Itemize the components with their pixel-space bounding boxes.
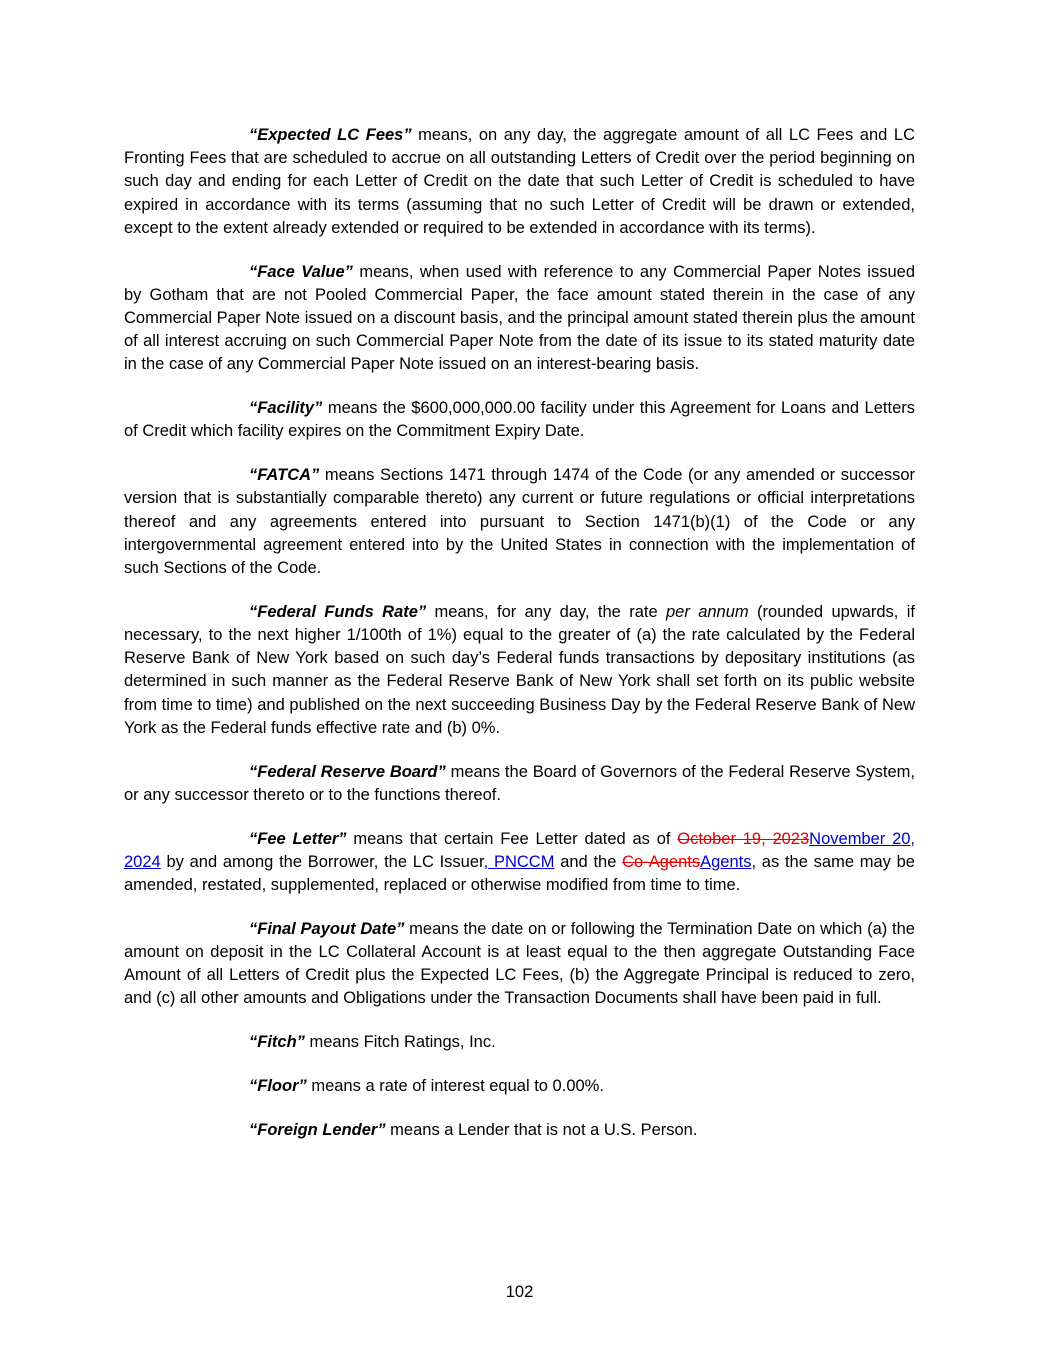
definition-text: and the (554, 852, 623, 871)
defined-term: “Facility” (249, 399, 323, 418)
defined-term: “Fitch” (249, 1033, 305, 1052)
definition-floor (124, 1075, 915, 1098)
defined-term: “Fee Letter” (249, 829, 347, 848)
definition-fatca (124, 464, 915, 580)
definition-text: means the Board of Governors of the Federal Reserve System, or any successor thereto or to the functions thereof. (124, 762, 915, 804)
definition-text: by and among the Borrower, the LC Issuer (160, 852, 484, 871)
page-number: 102 (505, 1283, 534, 1301)
defined-term: “Federal Reserve Board” (249, 762, 446, 781)
definition-text: means Sections 1471 through 1474 of the Code (or any amended or successor version that is substantially comparable thereto) any current or future regulations or official interpretations thereof and any agreements entered into pursuant to Section 1471(b)(1) of the Code or any intergovernmental agreement entered into by the United States in connection with the implementation of such Sections of the Code. (124, 466, 915, 578)
defined-term: “Final Payout Date” (249, 919, 405, 938)
defined-term: “Face Value” (249, 262, 353, 281)
definition-text: means the date on or following the Termination Date on which (a) the amount on deposit in the LC Collateral Account is at least equal to the then aggregate Outstanding Face Amount of all Letters of Credit plus the Expected LC Fees, (b) the Aggregate Principal is reduced to zero, and (c) all other amounts and Obligations under the Transaction Documents shall have been paid in full. (124, 919, 915, 1008)
definition-text: means the $600,000,000.00 facility under this Agreement for Loans and Letters of Credit which facility expires on the Commitment Expiry Date. (124, 399, 915, 441)
definition-fitch (124, 1031, 915, 1054)
defined-term: “Foreign Lender” (249, 1120, 386, 1139)
definition-facility (124, 397, 915, 443)
defined-term: “Federal Funds Rate” (249, 602, 427, 621)
definition-foreign-lender (124, 1119, 915, 1142)
inserted-agents[interactable]: Agents (700, 852, 752, 871)
definition-text: means, on any day, the aggregate amount of all LC Fees and LC Fronting Fees that are scheduled to accrue on all outstanding Letters of Credit over the period beginning on such day and ending for each Letter of Credit on the date that such Letter of Credit is scheduled to have expired in accordance with its terms (assuming that no such Letter of Credit will be drawn or extended, except to the extent already extended or required to be extended in accordance with its terms). (124, 126, 915, 237)
defined-term: “Expected LC Fees” (249, 126, 412, 144)
deleted-co-agents: Co-Agents (622, 852, 701, 871)
inserted-pnccm[interactable]: , PNCCM (483, 852, 555, 871)
definition-final-payout-date (124, 918, 915, 1011)
definition-federal-funds-rate (124, 601, 915, 740)
italic-phrase: per annum (666, 602, 749, 621)
definition-expected-lc-fees (124, 124, 915, 240)
definition-text: means, for any day, the rate (426, 602, 666, 621)
definition-federal-reserve-board (124, 761, 915, 807)
definition-text: (rounded upwards, if necessary, to the next higher 1/100th of 1%) equal to the greater of (a) the rate calculated by the Federal Reserve Bank of New York based on such day’s Federal funds transactions by depositary institutions (as determined in such manner as the Federal Reserve Bank of New York shall set forth on its public website from time to time) and published on the next succeeding Business Day by the Federal Reserve Bank of New York as the Federal funds effective rate and (b) 0%. (124, 602, 915, 737)
inserted-date[interactable]: November 20, 2024 (124, 829, 916, 871)
definition-face-value (124, 261, 915, 377)
definition-text: , as the same may be amended, restated, supplemented, replaced or otherwise modified from time to time. (124, 852, 915, 895)
deleted-date: October 19, 2023 (677, 829, 810, 848)
definition-text: means Fitch Ratings, Inc. (304, 1033, 496, 1052)
definition-text: means, when used with reference to any Commercial Paper Notes issued by Gotham that are not Pooled Commercial Paper, the face amount stated therein in the case of any Commercial Paper Note issued on a discount basis, and the principal amount stated therein plus the amount of all interest accruing on such Commercial Paper Note from the date of its issue to its stated maturity date in the case of any Commercial Paper Note issued on an interest-bearing basis. (124, 262, 916, 374)
definition-text: means that certain Fee Letter dated as of (346, 829, 678, 848)
definition-text: means a Lender that is not a U.S. Person. (385, 1120, 698, 1139)
defined-term: “FATCA” (249, 466, 320, 485)
definition-text: means a rate of interest equal to 0.00%. (306, 1077, 604, 1096)
defined-term: “Floor” (249, 1077, 307, 1096)
definition-fee-letter (124, 828, 915, 898)
document-page (124, 124, 915, 1163)
